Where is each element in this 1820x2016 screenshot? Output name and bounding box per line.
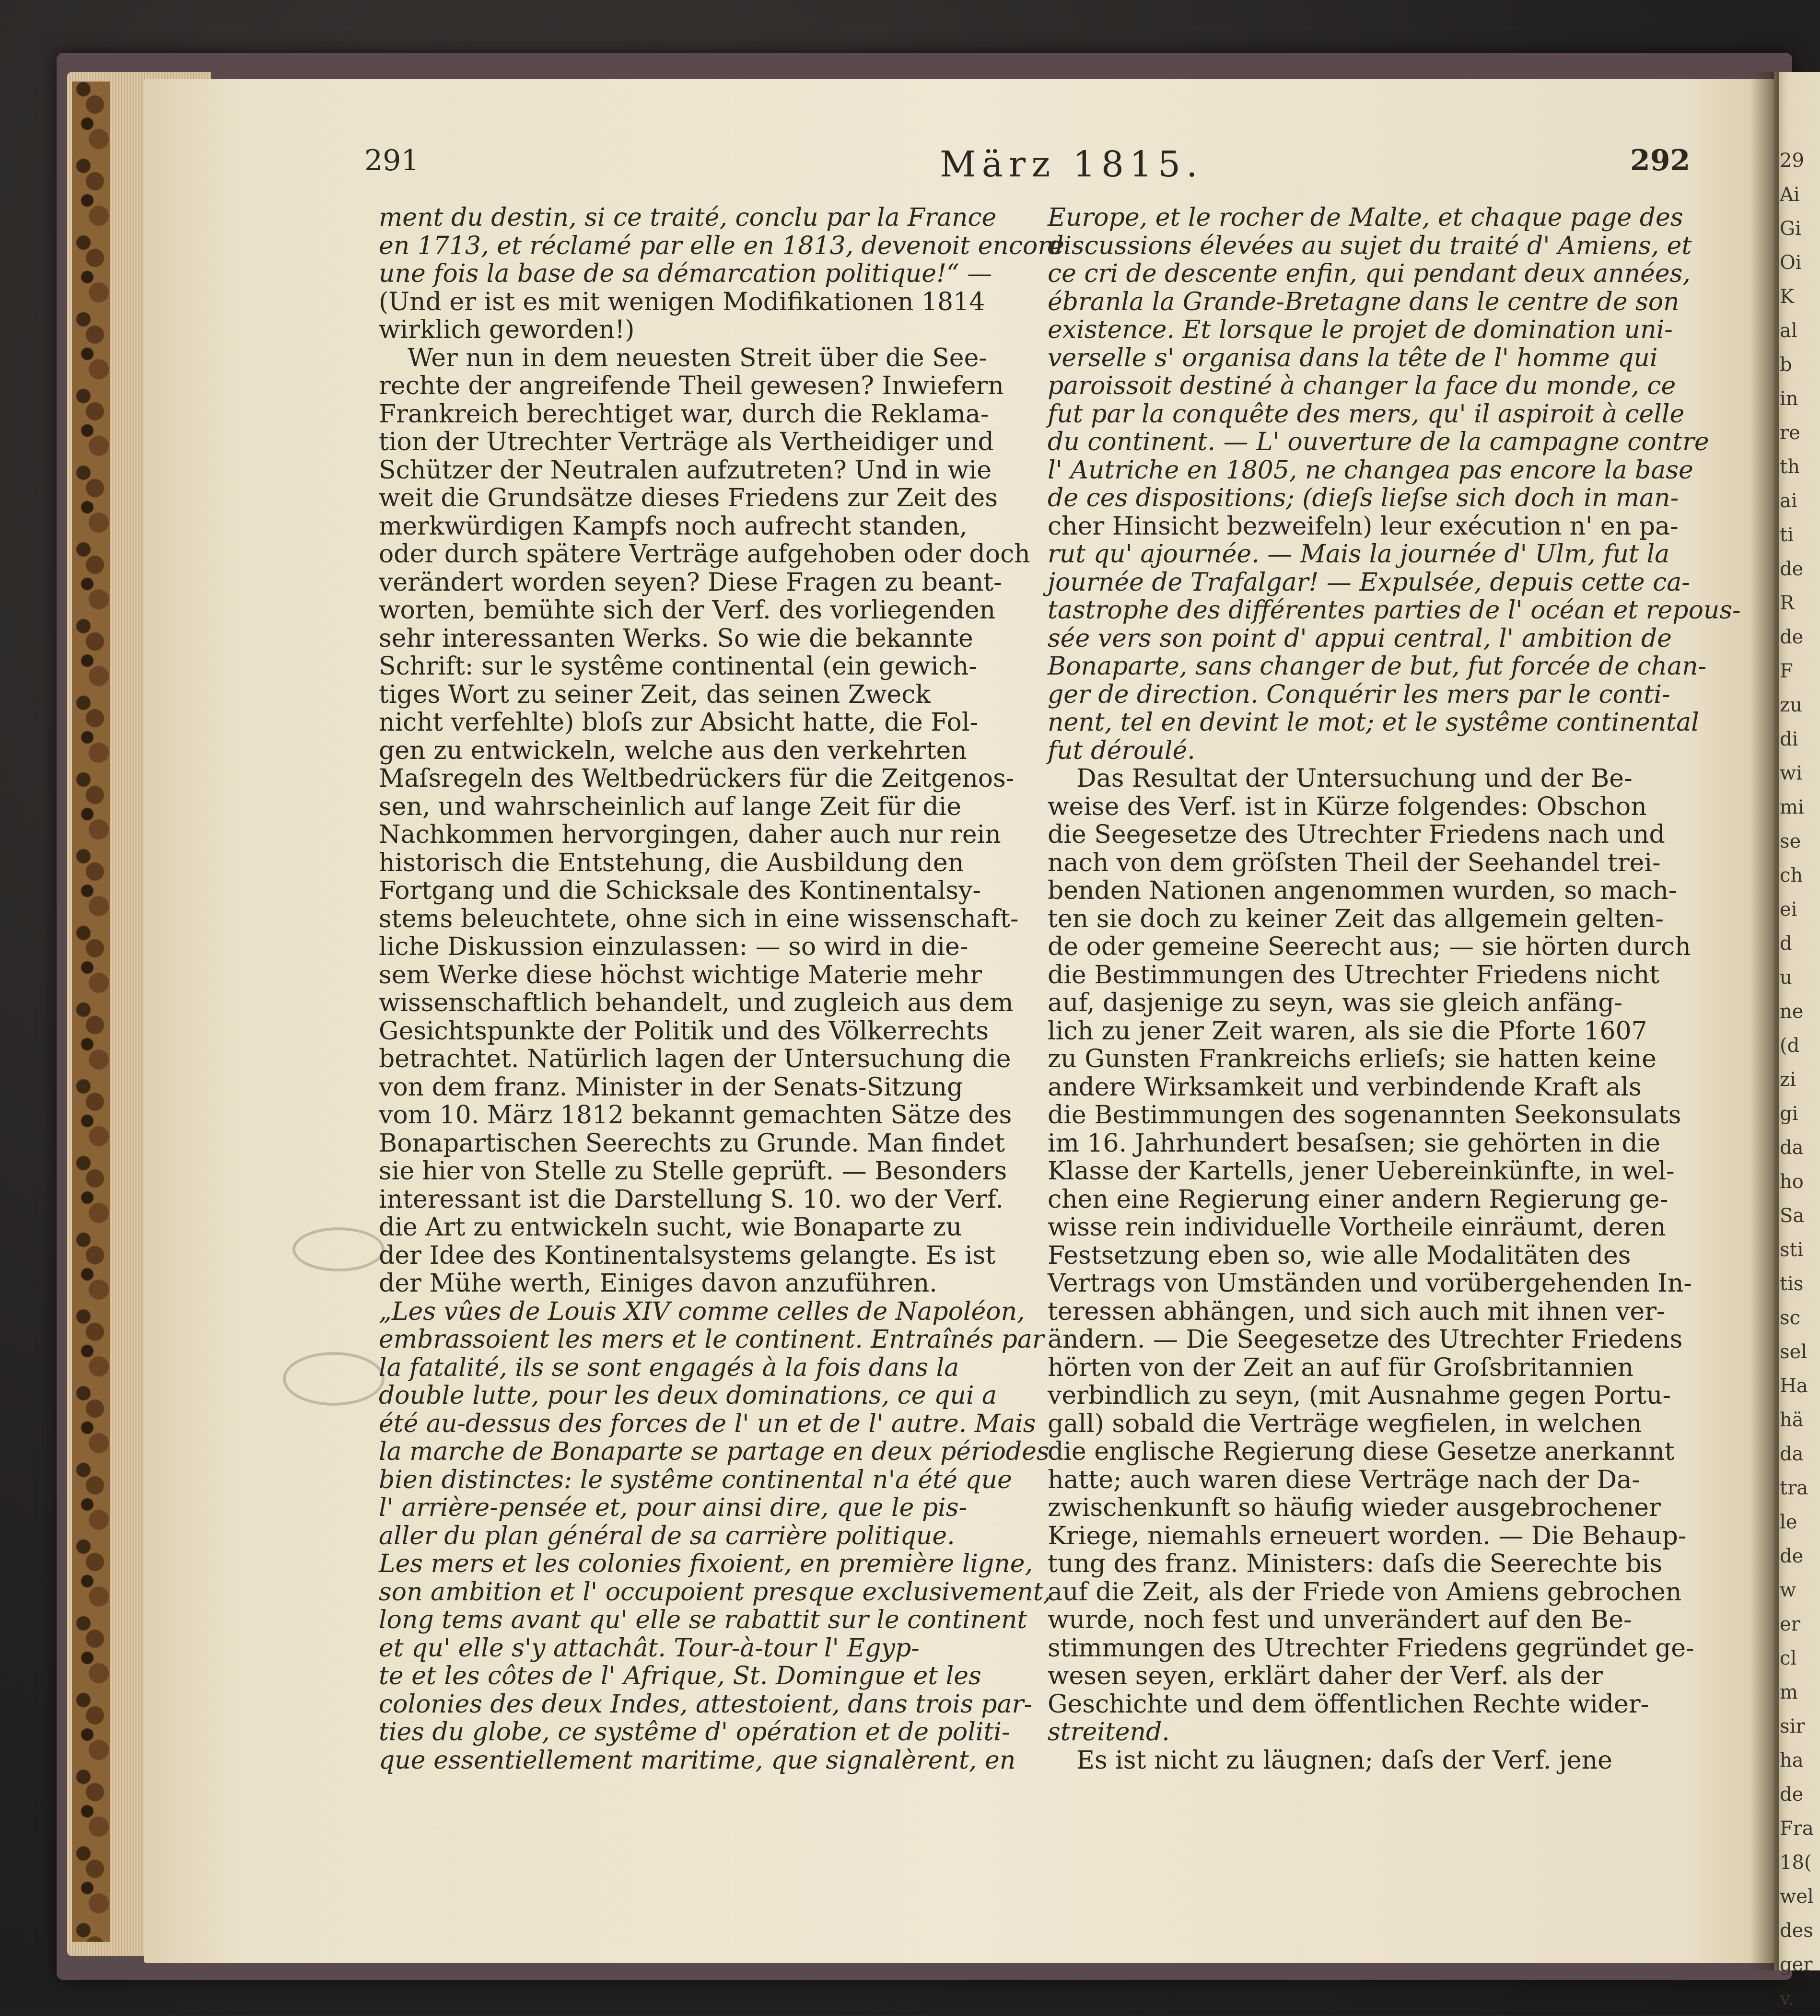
next-page-fragment: se [1780,830,1801,852]
text-line: der Idee des Kontinentalsystems gelangte. Es ist [379,1241,996,1270]
text-line: Kriege, niemahls erneuert worden. — Die Behaup- [1048,1521,1687,1550]
text-line: wesen seyen, erklärt daher der Verf. als der [1048,1662,1603,1690]
text-line: die Bestimmungen des sogenannten Seekonsulats [1048,1101,1681,1130]
next-page-fragment: al [1780,320,1797,342]
text-line: sée vers son point d' appui central, l' ambition de [1048,624,1672,653]
text-line: verändert worden seyen? Diese Fragen zu beant- [379,568,1002,597]
text-line: Nachkommen hervorgingen, daher auch nur rein [379,820,1001,849]
next-page-fragment: wel [1780,1886,1814,1908]
text-line: verbindlich zu seyn, (mit Ausnahme gegen Portu- [1048,1381,1671,1410]
text-line: die Art zu entwickeln sucht, wie Bonaparte zu [379,1213,962,1242]
text-line: von dem franz. Minister in der Senats-Sitzung [379,1072,963,1102]
text-line: Bonaparte, sans changer de but, fut forcée de chan- [1048,652,1707,681]
next-page-fragment: (d [1780,1035,1800,1057]
text-line: andere Wirksamkeit und verbindende Kraft als [1048,1072,1642,1102]
text-line: weise des Verf. ist in Kürze folgendes: Obschon [1048,792,1647,821]
next-page-fragment: de [1780,1783,1804,1806]
text-line: fut par la conquête des mers, qu' il aspiroit à celle [1048,399,1685,429]
text-line: Festsetzung eben so, wie alle Modalitäten des [1048,1241,1631,1270]
next-page-fragment: u [1780,967,1792,989]
next-page-fragment: re [1780,422,1800,444]
text-line: ties du globe, ce systême d' opération et de politi- [379,1718,1010,1747]
text-line: sehr interessanten Werks. So wie die bekannte [379,624,973,653]
text-line: et qu' elle s'y attachât. Tour-à-tour l' Egyp- [379,1633,920,1663]
text-line: Das Resultat der Untersuchung und der Be- [1076,764,1633,793]
next-page-fragment: in [1780,388,1798,410]
text-line: tung des franz. Ministers: daſs die Seerechte bis [1048,1550,1663,1578]
next-page-fragment: F [1780,660,1793,682]
text-line: verselle s' organisa dans la tête de l' homme qui [1048,343,1658,373]
text-line: vom 10. März 1812 bekannt gemachten Sätze des [379,1101,1012,1130]
next-page-fragment: Gi [1780,218,1801,240]
text-line: tiges Wort zu seiner Zeit, das seinen Zweck [379,680,931,709]
next-page-fragment: cl [1780,1647,1797,1669]
text-line: Vertrags von Umständen und vorübergehenden In- [1048,1269,1692,1298]
text-line: „Les vûes de Louis XIV comme celles de Napoléon, [379,1297,1025,1326]
text-line: une fois la base de sa démarcation politique!“ — [379,259,992,288]
text-line: zwischenkunft so häufig wieder ausgebrochener [1048,1493,1661,1522]
next-page-fragment: 29 [1780,150,1804,172]
text-line: ce cri de descente enfin, qui pendant deux années, [1048,259,1691,288]
text-line: de ces dispositions; (dieſs lieſse sich doch in man- [1048,484,1679,513]
page-number-right: 292 [1630,144,1691,177]
next-page-fragment: des [1780,1920,1813,1942]
text-line: gen zu entwickeln, welche aus den verkehrten [379,736,967,765]
text-line: rut qu' ajournée. — Mais la journée d' Ulm, fut la [1048,540,1670,569]
text-line: Schrift: sur le systême continental (ein gewich- [379,652,977,681]
paper-fold-mark [283,1352,385,1406]
marbled-edge [72,82,110,1942]
text-line: Klasse der Kartells, jener Uebereinkünfte, in wel- [1048,1157,1675,1186]
gutter-shadow [1750,72,1779,1970]
next-page-fragment: sc [1780,1307,1800,1329]
running-header: März 1815. [940,144,1203,185]
next-page-fragment: tis [1780,1273,1804,1295]
next-page-fragment: da [1780,1137,1804,1159]
text-line: ändern. — Die Seegesetze des Utrechter Friedens [1048,1325,1683,1354]
text-line: Es ist nicht zu läugnen; daſs der Verf. jene [1076,1746,1612,1775]
text-line: nent, tel en devint le mot; et le systême continental [1048,708,1699,737]
text-line: ment du destin, si ce traité, conclu par la France [379,203,997,232]
next-page-fragment: zi [1780,1069,1796,1091]
next-page-fragment: v. [1780,1988,1795,2010]
next-page-fragment: ch [1780,864,1803,886]
text-line: tastrophe des différentes parties de l' océan et repous- [1048,596,1741,625]
text-line: aller du plan général de sa carrière politique. [379,1521,955,1550]
next-page-fragment: le [1780,1511,1797,1533]
next-page-fragment: de [1780,558,1804,580]
text-line: nach von dem gröſsten Theil der Seehandel trei- [1048,848,1661,877]
text-line: hörten von der Zeit an auf für Groſsbritannien [1048,1353,1634,1382]
text-line: cher Hinsicht bezweifeln) leur exécution n' en pa- [1048,512,1679,541]
text-line: du continent. — L' ouverture de la campagne contre [1048,428,1709,456]
text-line: (Und er ist es mit wenigen Modifikationen 1814 [379,287,985,316]
text-line: stems beleuchtete, ohne sich in eine wissenschaft- [379,904,1019,933]
text-line: sie hier von Stelle zu Stelle geprüft. — Besonders [379,1157,1007,1186]
left-text-column [379,203,1064,1775]
text-line: liche Diskussion einzulassen: — so wird in die- [379,932,968,961]
paper-fold-mark [292,1227,385,1271]
text-line: Maſsregeln des Weltbedrückers für die Zeitgenos- [379,764,1015,793]
text-line: Bonapartischen Seerechts zu Grunde. Man findet [379,1129,1005,1158]
next-page-fragment: de [1780,1545,1804,1567]
text-line: oder durch spätere Verträge aufgehoben oder doch [379,540,1030,569]
text-line: la marche de Bonaparte se partage en deux périodes [379,1437,1050,1466]
text-line: teressen abhängen, und sich auch mit ihnen ver- [1048,1297,1665,1326]
text-line: die englische Regierung diese Gesetze anerkannt [1048,1437,1675,1466]
text-line: la fatalité, ils se sont engagés à la fois dans la [379,1353,959,1382]
next-page-fragment: ha [1780,1749,1804,1771]
next-page-fragment: tra [1780,1477,1808,1499]
next-page-fragment: d [1780,932,1792,955]
text-line: l' arrière-pensée et, pour ainsi dire, que le pis- [379,1493,968,1522]
next-page-fragment: sel [1780,1341,1807,1363]
text-line: sen, und wahrscheinlich auf lange Zeit für die [379,792,962,821]
text-line: wissenschaftlich behandelt, und zugleich aus dem [379,989,1014,1017]
text-line: chen eine Regierung einer andern Regierung ge- [1048,1185,1668,1214]
right-text-column [1048,203,1741,1775]
text-line: Schützer der Neutralen aufzutreten? Und in wie [379,455,992,485]
text-line: Les mers et les colonies fixoient, en première ligne, [379,1550,1033,1578]
text-line: colonies des deux Indes, attestoient, dans trois par- [379,1690,1032,1719]
next-page-fragment: hä [1780,1409,1804,1431]
next-page-fragment: zu [1780,694,1802,716]
text-line: Geschichte und dem öffentlichen Rechte wider- [1048,1690,1649,1719]
text-line: weit die Grundsätze dieses Friedens zur Zeit des [379,484,998,513]
next-page-fragment: er [1780,1613,1800,1635]
text-line: été au-dessus des forces de l' un et de l' autre. Mais [379,1409,1036,1438]
next-page-fragment: Sa [1780,1205,1805,1227]
text-line: son ambition et l' occupoient presque exclusivement, [379,1577,1051,1607]
text-line: sem Werke diese höchst wichtige Materie mehr [379,960,982,990]
text-line: Wer nun in dem neuesten Streit über die See- [408,343,987,373]
text-line: hatte; auch waren diese Verträge nach der Da- [1048,1465,1640,1494]
text-line: streitend. [1048,1718,1170,1747]
text-line: der Mühe werth, Einiges davon anzuführen. [379,1269,937,1298]
text-line: en 1713, et réclamé par elle en 1813, devenoit encore [379,231,1064,260]
next-page-fragment: wi [1780,762,1803,784]
text-line: ébranla la Grande-Bretagne dans le centre de son [1048,287,1680,316]
next-page-fragment: th [1780,456,1800,478]
text-line: tion der Utrechter Verträge als Vertheidiger und [379,428,994,456]
text-line: rechte der angreifende Theil gewesen? Inwiefern [379,372,1004,400]
next-page-fragment: w [1780,1579,1797,1601]
text-line: die Bestimmungen des Utrechter Friedens nicht [1048,960,1660,990]
text-line: nicht verfehlte) bloſs zur Absicht hatte, die Fol- [379,708,979,737]
text-line: wirklich geworden!) [379,315,635,344]
next-page-fragment: ho [1780,1171,1804,1193]
next-page-text [1780,144,1820,2016]
text-line: fut déroulé. [1048,736,1195,765]
next-page-fragment: Oi [1780,252,1802,274]
text-line: zu Gunsten Frankreichs erlieſs; sie hatten keine [1048,1045,1657,1073]
next-page-fragment: R [1780,592,1795,614]
next-page-fragment: di [1780,728,1798,750]
text-line: betrachtet. Natürlich lagen der Untersuchung die [379,1045,1011,1073]
text-line: benden Nationen angenommen wurden, so mach- [1048,876,1677,905]
text-line: que essentiellement maritime, que signalèrent, en [379,1746,1016,1775]
next-page-fragment: da [1780,1443,1804,1465]
next-page-fragment: 18( [1780,1852,1812,1874]
text-line: auf, dasjenige zu seyn, was sie gleich anfäng- [1048,989,1623,1017]
next-page-fragment: ne [1780,1001,1804,1023]
text-line: historisch die Entstehung, die Ausbildung den [379,848,964,877]
next-page-fragment: sir [1780,1715,1805,1737]
next-page-fragment: b [1780,354,1792,376]
next-page-fragment: ger [1780,1954,1813,1976]
next-page-fragment: mi [1780,796,1804,818]
text-line: ger de direction. Conquérir les mers par le conti- [1048,680,1670,709]
next-page-fragment: m [1780,1681,1798,1703]
text-line: embrassoient les mers et le continent. Entraînés par [379,1325,1044,1354]
text-line: Fortgang und die Schicksale des Kontinentalsy- [379,876,981,905]
text-line: Frankreich berechtiget war, durch die Reklama- [379,399,989,429]
text-line: l' Autriche en 1805, ne changea pas encore la base [1048,455,1693,485]
text-line: stimmungen des Utrechter Friedens gegründet ge- [1048,1633,1694,1663]
next-page-fragment: de [1780,626,1804,648]
next-page-fragment: ei [1780,898,1797,921]
text-line: Gesichtspunkte der Politik und des Völkerrechts [379,1016,989,1046]
next-page-fragment: sti [1780,1239,1804,1261]
text-line: discussions élevées au sujet du traité d' Amiens, et [1048,231,1692,260]
text-line: merkwürdigen Kampfs noch aufrecht standen, [379,512,968,541]
text-line: long tems avant qu' elle se rabattit sur le continent [379,1606,1027,1634]
next-page-fragment: gi [1780,1103,1798,1125]
next-page-fragment: Ai [1780,184,1800,206]
page-number-left: 291 [364,144,420,177]
text-line: existence. Et lorsque le projet de domination uni- [1048,315,1673,344]
text-line: paroissoit destiné à changer la face du monde, ce [1048,372,1676,400]
text-line: de oder gemeine Seerecht aus; — sie hörten durch [1048,932,1691,961]
text-line: gall) sobald die Verträge wegfielen, in welchen [1048,1409,1642,1438]
text-line: die Seegesetze des Utrechter Friedens nach und [1048,820,1665,849]
text-line: im 16. Jahrhundert besaſsen; sie gehörten in die [1048,1129,1661,1158]
text-line: journée de Trafalgar! — Expulsée, depuis cette ca- [1048,568,1690,597]
next-page-fragment: Ha [1780,1375,1808,1397]
text-line: double lutte, pour les deux dominations, ce qui a [379,1381,997,1410]
text-line: auf die Zeit, als der Friede von Amiens gebrochen [1048,1577,1682,1607]
text-line: wisse rein individuelle Vortheile einräumt, deren [1048,1213,1666,1242]
text-line: bien distinctes: le systême continental n'a été que [379,1465,1012,1494]
next-page-fragment: ti [1780,524,1794,546]
text-line: interessant ist die Darstellung S. 10. wo der Verf. [379,1185,1003,1214]
next-page-fragment: Fra [1780,1818,1814,1840]
next-page-fragment: K [1780,286,1794,308]
text-line: te et les côtes de l' Afrique, St. Domingue et les [379,1662,981,1690]
text-line: wurde, noch fest und unverändert auf den Be- [1048,1606,1632,1634]
text-line: Europe, et le rocher de Malte, et chaque page des [1048,203,1683,232]
text-line: lich zu jener Zeit waren, als sie die Pforte 1607 [1048,1016,1647,1046]
text-line: worten, bemühte sich der Verf. des vorliegenden [379,596,996,625]
text-line: ten sie doch zu keiner Zeit das allgemein gelten- [1048,904,1664,933]
next-page-fragment: ai [1780,490,1797,512]
